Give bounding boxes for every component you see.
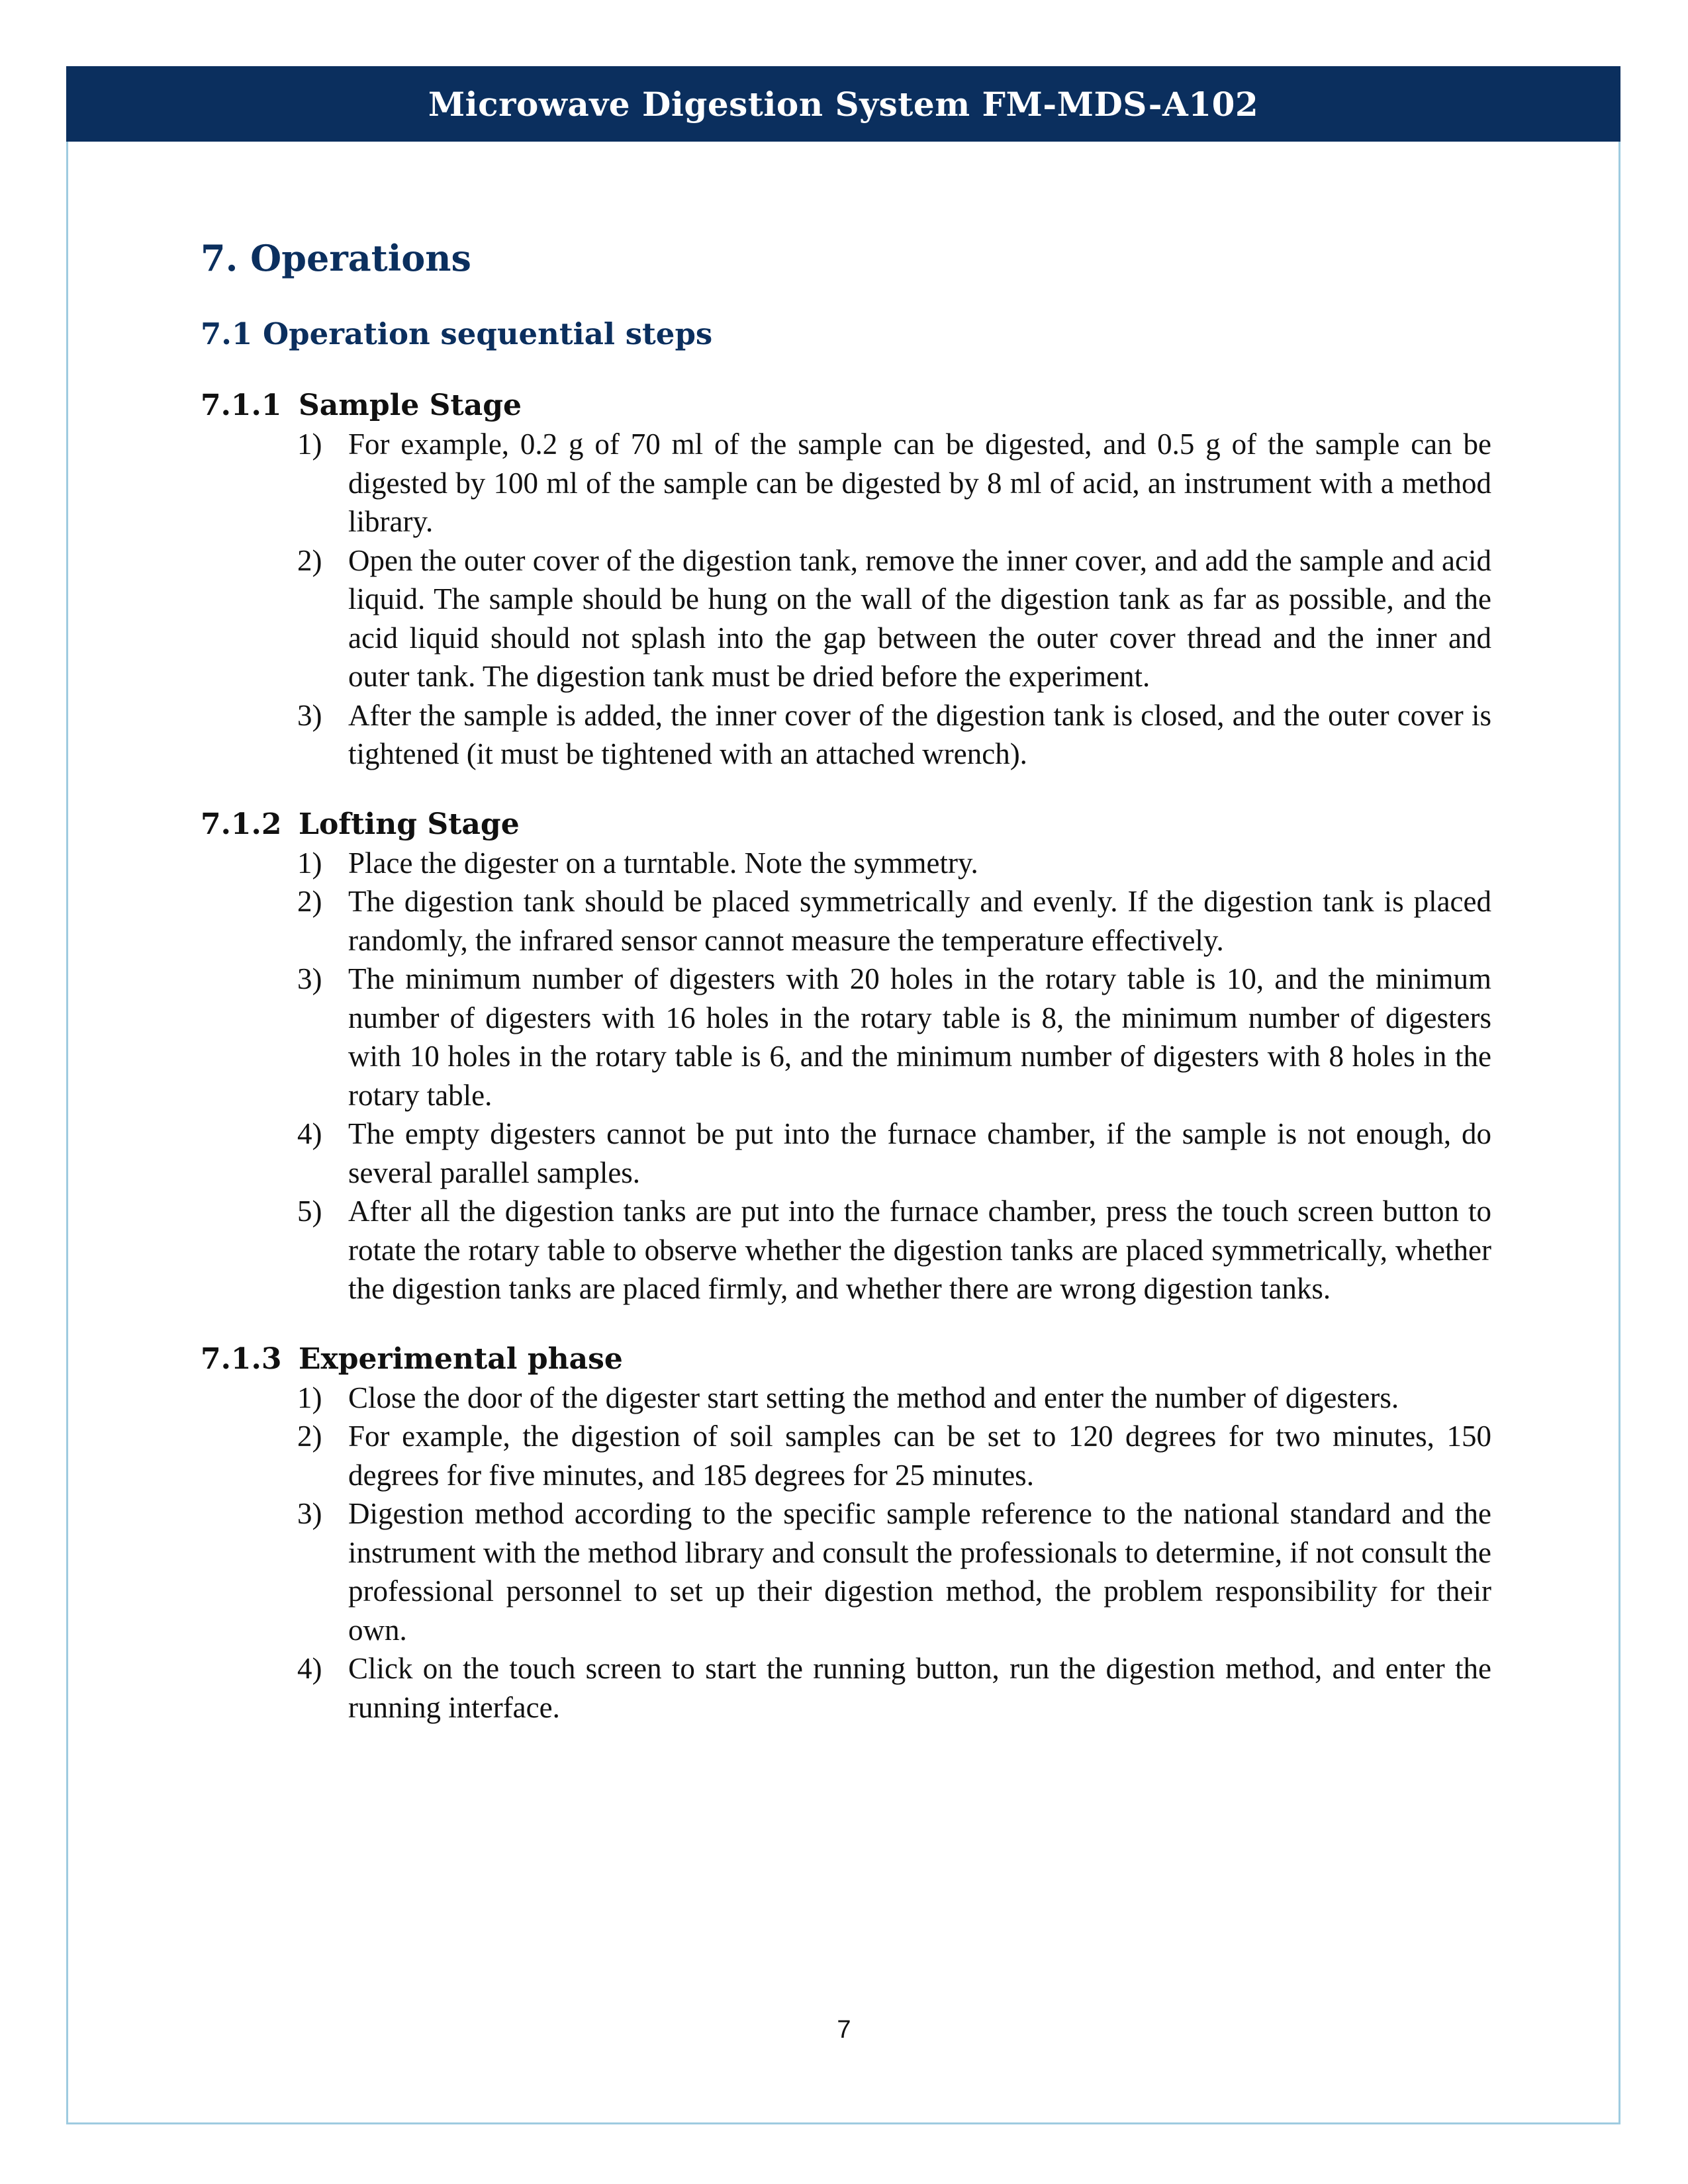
- list-marker: 1): [297, 1381, 322, 1414]
- list-item-text: The digestion tank should be placed symmetrically and evenly. If the digestion tank is placed randomly, the infrared sensor cannot measure the temperature effectively.: [348, 885, 1491, 957]
- header-banner: [66, 66, 1620, 142]
- list-marker: 2): [297, 543, 322, 577]
- list-item-text: Place the digester on a turntable. Note the symmetry.: [348, 846, 978, 880]
- step-list: [201, 844, 1491, 1308]
- page-number: 7: [837, 2016, 851, 2044]
- list-item: [201, 425, 1491, 541]
- list-item-text: Open the outer cover of the digestion tank, remove the inner cover, and add the sample and acid liquid. The sample should be hung on the wall of the digestion tank as far as possible, and the acid liquid should not splash into the gap between the outer cover thread and the inner and outer tank. The digestion tank must be dried before the experiment.: [348, 543, 1491, 693]
- list-item-text: Click on the touch screen to start the running button, run the digestion method, and enter the running interface.: [348, 1652, 1491, 1724]
- list-item: [201, 1649, 1491, 1727]
- list-item: [201, 1115, 1491, 1192]
- subsection-heading: [201, 1340, 1491, 1379]
- subsection-title: Experimental phase: [299, 1342, 623, 1376]
- list-item-text: The minimum number of digesters with 20 holes in the rotary table is 10, and the minimum number of digesters with 16 holes in the rotary table is 8, the minimum number of digesters with 10 holes in the rotary table is 6, and the minimum number of digesters with 8 holes in the rotary table.: [348, 962, 1491, 1112]
- list-marker: 3): [297, 698, 322, 732]
- list-marker: 2): [297, 1420, 322, 1453]
- list-marker: 4): [297, 1117, 322, 1150]
- header-title: Microwave Digestion System FM-MDS-A102: [428, 84, 1259, 124]
- list-marker: 1): [297, 428, 322, 461]
- list-item: [201, 1417, 1491, 1494]
- subsection-sample-stage: [201, 387, 1491, 774]
- subsection-title: Sample Stage: [299, 388, 522, 422]
- list-item: [201, 1494, 1491, 1649]
- list-item-text: The empty digesters cannot be put into the furnace chamber, if the sample is not enough, do several parallel samples.: [348, 1117, 1491, 1189]
- section-heading: 7.1 Operation sequential steps: [201, 316, 713, 351]
- list-item-text: For example, 0.2 g of 70 ml of the sample can be digested, and 0.5 g of the sample can be digested by 100 ml of the sample can be digested by 8 ml of acid, an instrument with a method library.: [348, 428, 1491, 538]
- list-item-text: After the sample is added, the inner cover of the digestion tank is closed, and the outer cover is tightened (it must be tightened with an attached wrench).: [348, 698, 1491, 770]
- list-item: [201, 541, 1491, 696]
- subsection-number: 7.1.3: [201, 1342, 282, 1376]
- list-marker: 5): [297, 1195, 322, 1228]
- subsection-lofting-stage: [201, 805, 1491, 1308]
- list-item: [201, 960, 1491, 1115]
- list-marker: 2): [297, 885, 322, 918]
- page-content: [201, 232, 1491, 1727]
- subsection-heading: [201, 387, 1491, 425]
- list-item: [201, 1192, 1491, 1308]
- subsection-number: 7.1.1: [201, 388, 282, 422]
- list-item: [201, 844, 1491, 883]
- step-list: [201, 1379, 1491, 1727]
- list-item-text: After all the digestion tanks are put into the furnace chamber, press the touch screen button to rotate the rotary table to observe whether the digestion tanks are placed symmetrically, whether the digestion tanks are placed firmly, and whether there are wrong digestion tanks.: [348, 1195, 1491, 1305]
- chapter-heading: 7. Operations: [201, 237, 471, 279]
- list-marker: 4): [297, 1652, 322, 1685]
- list-item: [201, 882, 1491, 960]
- list-marker: 1): [297, 846, 322, 880]
- step-list: [201, 425, 1491, 774]
- subsection-heading: [201, 805, 1491, 844]
- subsection-number: 7.1.2: [201, 807, 282, 841]
- list-marker: 3): [297, 1497, 322, 1530]
- list-item-text: Close the door of the digester start setting the method and enter the number of digesters.: [348, 1381, 1399, 1414]
- list-item: [201, 1379, 1491, 1418]
- list-item-text: Digestion method according to the specific sample reference to the national standard and the instrument with the method library and consult the professionals to determine, if not consult the professional personnel to set up their digestion method, the problem responsibility for their own.: [348, 1497, 1491, 1647]
- list-item: [201, 696, 1491, 774]
- subsection-experimental-phase: [201, 1340, 1491, 1727]
- list-item-text: For example, the digestion of soil samples can be set to 120 degrees for two minutes, 150 degrees for five minutes, and 185 degrees for 25 minutes.: [348, 1420, 1491, 1492]
- subsection-title: Lofting Stage: [299, 807, 520, 841]
- list-marker: 3): [297, 962, 322, 995]
